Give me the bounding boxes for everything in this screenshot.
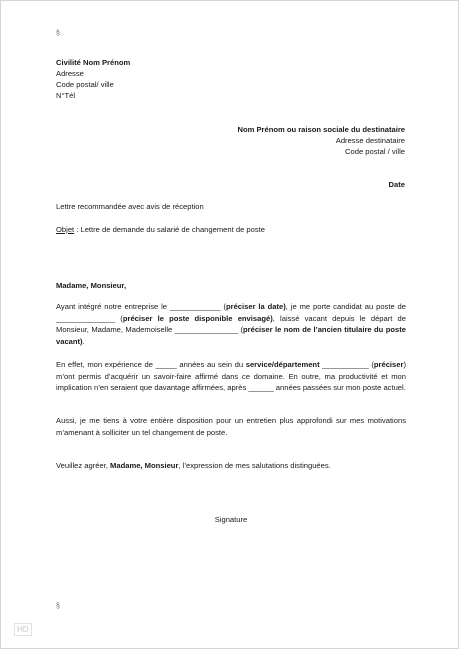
- p4-text-1: Veuillez agréer,: [56, 461, 111, 470]
- paragraph-4: [56, 460, 406, 472]
- p4-bold-1: Madame, Monsieur: [110, 461, 179, 470]
- recipient-block: [145, 124, 405, 157]
- registered-mail-note: Lettre recommandée avec avis de réception: [56, 202, 204, 211]
- section-marker-bottom: §: [56, 603, 60, 610]
- recipient-name: Nom Prénom ou raison sociale du destinataire: [237, 125, 405, 134]
- sender-block: [56, 57, 256, 101]
- paragraph-1: [56, 301, 406, 347]
- p2-text-3: ) m’ont permis d’acquérir un savoir-faire affirmé dans ce domaine. En outre, ma productivité et mon implication n’en seraient que davantage affirmées, après ______ années passées sur mon poste actuel.: [56, 360, 406, 392]
- p2-bold-1: service/département: [245, 360, 320, 369]
- section-marker-top: §: [56, 30, 60, 37]
- subject-line: [56, 224, 265, 235]
- p2-bold-2: préciser: [373, 360, 404, 369]
- signature: Signature: [214, 515, 248, 524]
- subject-label: Objet: [56, 225, 75, 234]
- sender-city: Code postal/ ville: [56, 80, 114, 89]
- hd-watermark: HD: [14, 623, 32, 636]
- recipient-address: Adresse destinataire: [335, 136, 405, 145]
- p1-text-4: .: [82, 336, 85, 346]
- recipient-city: Code postal / ville: [345, 147, 405, 156]
- p1-bold-2: préciser le poste disponible envisagé): [122, 313, 273, 323]
- sender-phone: N°Tél: [56, 91, 76, 100]
- p4-text-2: , l’expression de mes salutations distinguées.: [178, 461, 331, 470]
- salutation: Madame, Monsieur,: [56, 281, 127, 290]
- paragraph-2: [56, 359, 406, 394]
- paragraph-3: Aussi, je me tiens à votre entière disposition pour un entretien plus approfondi sur mes motivations m’amenant à solliciter un tel changement de poste.: [56, 416, 406, 437]
- letter-date: Date: [388, 180, 405, 189]
- p1-bold-1: préciser la date): [225, 302, 286, 311]
- sender-address: Adresse: [56, 69, 84, 78]
- p1-bold-3: préciser le nom de l’ancien titulaire du poste vacant): [56, 325, 407, 346]
- p1-text-2: , je me porte candidat au poste de ______________ (: [56, 302, 407, 323]
- p2-text-1: En effet, mon expérience de _____ années au sein du: [56, 360, 246, 369]
- sender-name: Civilité Nom Prénom: [56, 58, 131, 67]
- p1-text-3: , laissé vacant depuis le départ de Monsieur, Madame, Mademoiselle _______________ (: [56, 313, 407, 334]
- p2-text-2: ___________ (: [319, 360, 374, 369]
- subject-text: : Lettre de demande du salarié de changement de poste: [74, 225, 265, 234]
- p1-text-1: Ayant intégré notre entreprise le ____________ (: [56, 302, 226, 311]
